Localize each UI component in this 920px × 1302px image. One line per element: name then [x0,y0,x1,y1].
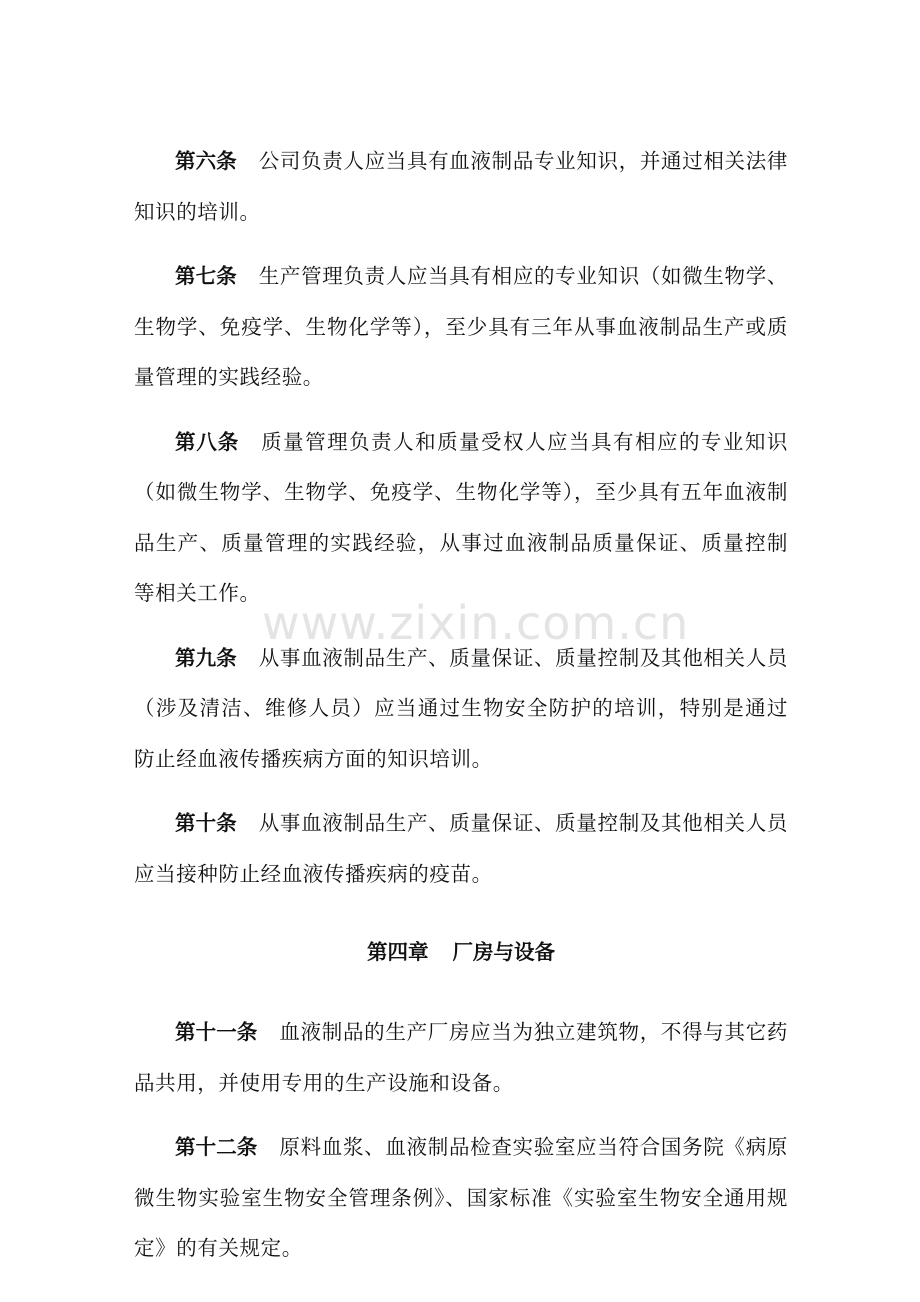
article-11 [134,1007,788,1108]
watermark-text: www.zixin.com.cn [262,596,690,650]
article-text: 从事血液制品生产、质量保证、质量控制及其他相关人员（涉及清洁、维修人员）应当通过生物安全防护的培训，特别是通过防止经血液传播疾病方面的知识培训。 [134,645,789,771]
article-text: 生产管理负责人应当具有相应的专业知识（如微生物学、生物学、免疫学、生物化学等），至少具有三年从事血液制品生产或质量管理的实践经验。 [134,264,789,389]
chapter-title: 厂房与设备 [452,940,555,964]
document-page [134,136,788,1288]
article-text: 从事血液制品生产、质量保证、质量控制及其他相关人员应当接种防止经血液传播疾病的疫苗。 [134,811,789,886]
article-label: 第十一条 [175,1020,258,1044]
article-text: 公司负责人应当具有血液制品专业知识，并通过相关法律知识的培训。 [134,149,789,224]
article-12 [134,1122,788,1274]
chapter-number: 第四章 [367,940,429,964]
article-text: 血液制品的生产厂房应当为独立建筑物，不得与其它药品共用，并使用专用的生产设施和设备。 [134,1020,788,1095]
article-6 [134,136,788,237]
article-label: 第七条 [175,264,237,288]
article-label: 第九条 [175,645,237,670]
article-label: 第十条 [175,811,237,835]
article-label: 第八条 [175,429,240,454]
article-label: 第六条 [175,149,237,173]
article-9 [134,633,788,785]
article-7 [134,251,788,403]
article-8 [134,417,788,619]
article-text: 原料血浆、血液制品检查实验室应当符合国务院《病原微生物实验室生物安全管理条例》、国家标准《实验室生物安全通用规定》的有关规定。 [134,1135,788,1260]
article-label: 第十二条 [175,1135,258,1159]
article-text: 质量管理负责人和质量受权人应当具有相应的专业知识（如微生物学、生物学、免疫学、生物化学等），至少具有五年血液制品生产、质量管理的实践经验，从事过血液制品质量保证、质量控制等相关工作。 [134,429,788,605]
chapter-heading [134,927,788,977]
article-10 [134,798,788,899]
